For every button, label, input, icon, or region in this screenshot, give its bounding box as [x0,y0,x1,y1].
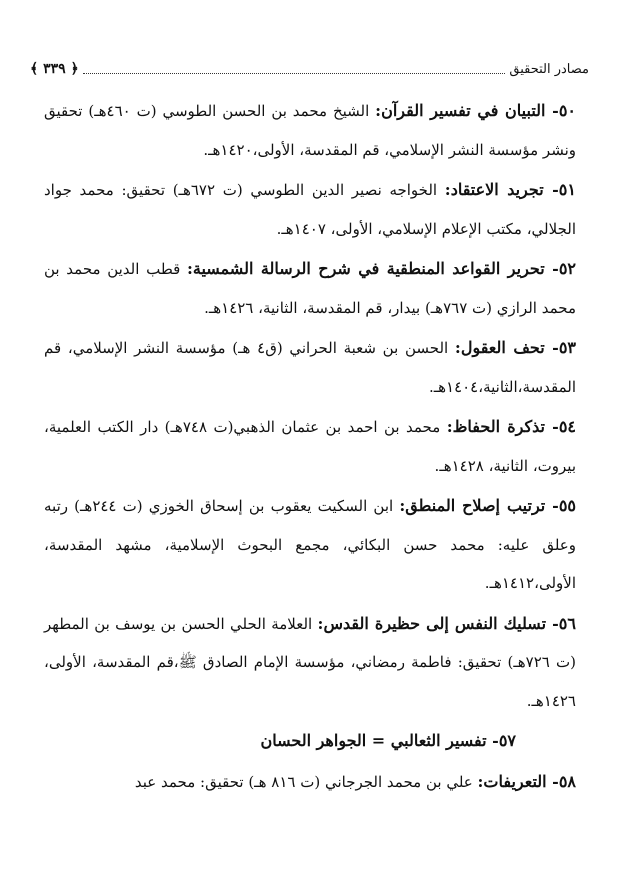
running-header [30,58,589,80]
bibliography-entry [44,329,576,406]
entry-text: الحسن بن شعبة الحراني (ق٤ هـ) مؤسسة النشر الإسلامي، قم المقدسة،الثانية،١٤٠٤هـ. [44,339,576,396]
entry-title: ٥٤- تذكرة الحفاظ: [446,417,577,436]
bibliography-entry [44,763,576,802]
entry-title: ٥٧- تفسير الثعالبي = الجواهر الحسان [260,731,516,750]
running-title: مصادر التحقيق [509,61,589,77]
entry-title: ٥٨- التعريفات: [477,771,576,791]
entry-title: ٥٦- تسليك النفس إلى حظيرة القدس: [317,613,576,633]
bibliography-entry [44,408,576,485]
bibliography-entry [44,605,576,721]
bibliography-entry [44,92,576,169]
entry-text: ابن السكيت يعقوب بن إسحاق الخوزي (ت ٢٤٤هـ) رتبه وعلق عليه: محمد حسن البكائي، مجمع البحوث الإسلامية، مشهد المقدسة، الأولى،١٤١٢هـ. [44,497,576,592]
bibliography-list [44,92,576,801]
bibliography-entry [44,171,576,248]
bibliography-entry [44,722,576,761]
entry-text: الشيخ محمد بن الحسن الطوسي (ت ٤٦٠هـ) تحقيق ونشر مؤسسة النشر الإسلامي، قم المقدسة، الأولى،١٤٢٠هـ. [44,102,576,159]
entry-text: محمد بن احمد بن عثمان الذهبي(ت ٧٤٨هـ) دار الكتب العلمية، بيروت، الثانية، ١٤٢٨هـ. [44,418,576,475]
entry-text: العلامة الحلي الحسن بن يوسف بن المطهر (ت ٧٢٦هـ) تحقيق: فاطمة رمضاني، مؤسسة الإمام الصادق ﷺ،قم المقدسة، الأولى، ١٤٢٦هـ. [44,614,576,710]
entry-title: ٥٣- تحف العقول: [454,338,577,357]
entry-text: علي بن محمد الجرجاني (ت ٨١٦ هـ) تحقيق: محمد عبد [134,772,478,791]
bibliography-entry [44,487,576,603]
leader-dots [83,65,506,74]
entry-title: ٥٥- ترتيب إصلاح المنطق: [399,496,577,515]
entry-title: ٥١- تجريد الاعتقاد: [444,180,576,199]
entry-text: الخواجه نصير الدين الطوسي (ت ٦٧٢هـ) تحقيق: محمد جواد الجلالي، مكتب الإعلام الإسلامي، الأولى، ١٤٠٧هـ. [44,181,576,238]
page-number: ﴿ ٣٣٩ ﴾ [30,61,79,77]
entry-title: ٥٠- التبيان في تفسير القرآن: [375,101,576,120]
entry-title: ٥٢- تحرير القواعد المنطقية في شرح الرسالة الشمسية: [186,259,576,278]
bibliography-entry [44,250,576,327]
entry-text: قطب الدين محمد بن محمد الرازي (ت ٧٦٧هـ) بيدار، قم المقدسة، الثانية، ١٤٢٦هـ. [44,260,576,317]
